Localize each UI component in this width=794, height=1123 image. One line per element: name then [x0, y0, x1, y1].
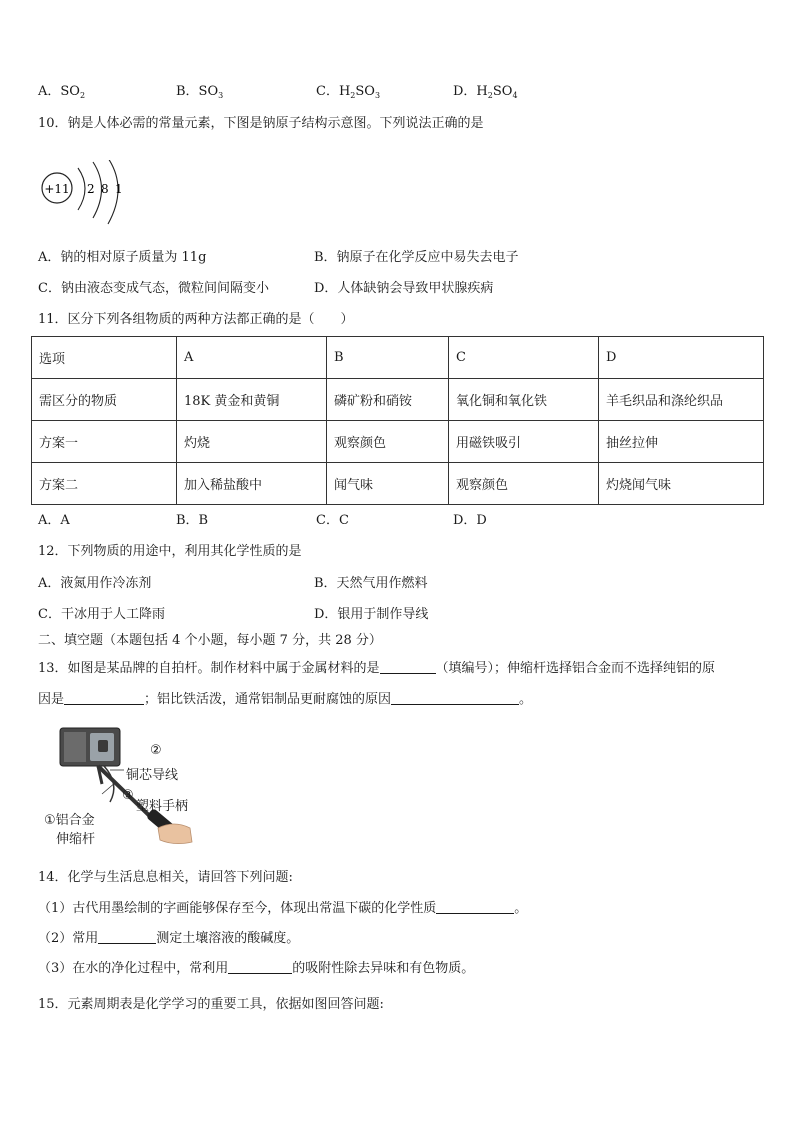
table-cell: 抽丝拉伸 [599, 421, 764, 463]
q11-stem: 11．区分下列各组物质的两种方法都正确的是（ ） [38, 312, 354, 327]
q9-option-d: D．$H_2SO_4$ [453, 84, 518, 100]
table-row [32, 463, 764, 505]
table-cell: C [449, 337, 599, 379]
q10-option-c: C．钠由液态变成气态，微粒间间隔变小 [38, 281, 269, 296]
q10-option-b: B．钠原子在化学反应中易失去电子 [314, 250, 519, 265]
q14-sub-2: （2）常用 测定土壤溶液的酸碱度。 [38, 931, 300, 946]
sodium-atom-diagram [38, 160, 128, 228]
table-cell: B [327, 337, 449, 379]
q13-line-1: 13．如图是某品牌的自拍杆。制作材料中属于金属材料的是 （填编号）；伸缩杆选择铝合金而不选择纯铝的原 [38, 661, 716, 676]
table-cell: 加入稀盐酸中 [177, 463, 327, 505]
q9-option-b: B．$SO_3$ [176, 84, 224, 100]
callout-aluminum-alloy: ①铝合金 [44, 813, 95, 828]
table-cell: 用磁铁吸引 [449, 421, 599, 463]
q14-sub-1: （1）古代用墨绘制的字画能够保存至今，体现出常温下碳的化学性质 。 [38, 901, 528, 916]
table-row [32, 379, 764, 421]
q11-option-d: D．D [453, 513, 487, 528]
table-cell: D [599, 337, 764, 379]
callout-number-2: ② [150, 743, 162, 758]
shell-arc-1 [78, 168, 85, 210]
q11-option-c: C．C [316, 513, 349, 528]
q11-option-b: B．B [176, 513, 209, 528]
table-cell: 灼烧闻气味 [599, 463, 764, 505]
q12-stem: 12．下列物质的用途中，利用其化学性质的是 [38, 544, 302, 559]
table-cell: A [177, 337, 327, 379]
answer-blank[interactable] [380, 659, 436, 674]
answer-blank[interactable] [436, 899, 514, 914]
q14-stem: 14．化学与生活息息相关，请回答下列问题: [38, 870, 293, 885]
table-cell: 需区分的物质 [32, 379, 177, 421]
callout-telescopic-rod: 伸缩杆 [56, 832, 96, 847]
q10-option-d: D．人体缺钠会导致甲状腺疾病 [314, 281, 494, 296]
answer-blank[interactable] [98, 929, 156, 944]
q15-stem: 15．元素周期表是化学学习的重要工具，依据如图回答问题: [38, 997, 384, 1012]
callout-plastic-handle: 塑料手柄 [136, 799, 189, 814]
section-heading: 二、填空题（本题包括 4 个小题，每小题 7 分，共 28 分） [38, 633, 382, 648]
q9-option-a: A．$SO_2$ [38, 84, 86, 100]
table-row [32, 421, 764, 463]
q11-table [31, 336, 764, 505]
q9-option-c: C．$H_2SO_3$ [316, 84, 381, 100]
table-cell: 方案二 [32, 463, 177, 505]
table-cell: 羊毛织品和涤纶织品 [599, 379, 764, 421]
table-cell: 选项 [32, 337, 177, 379]
table-cell: 闻气味 [327, 463, 449, 505]
table-row [32, 337, 764, 379]
table-cell: 磷矿粉和硝铵 [327, 379, 449, 421]
q12-option-a: A．液氮用作冷冻剂 [38, 576, 152, 591]
table-cell: 18K 黄金和黄铜 [177, 379, 327, 421]
shell-electrons-2: 8 [101, 182, 109, 196]
callout-number-3: ③ [122, 788, 134, 803]
q10-stem: 10．钠是人体必需的常量元素，下图是钠原子结构示意图。下列说法正确的是 [38, 116, 484, 131]
q12-option-c: C．干冰用于人工降雨 [38, 607, 165, 622]
q11-option-a: A．A [38, 513, 70, 528]
table-cell: 氧化铜和氧化铁 [449, 379, 599, 421]
table-cell: 观察颜色 [327, 421, 449, 463]
answer-blank[interactable] [228, 959, 292, 974]
answer-blank[interactable] [391, 690, 519, 705]
table-cell: 方案一 [32, 421, 177, 463]
q12-option-d: D．银用于制作导线 [314, 607, 429, 622]
q14-sub-3: （3）在水的净化过程中，常利用 的吸附性除去异味和有色物质。 [38, 961, 475, 976]
shell-electrons-1: 2 [87, 182, 95, 196]
table-cell: 灼烧 [177, 421, 327, 463]
q12-option-b: B．天然气用作燃料 [314, 576, 428, 591]
shell-electrons-3: 1 [115, 182, 123, 196]
answer-blank[interactable] [64, 690, 144, 705]
callout-copper-wire: 铜芯导线 [126, 768, 179, 783]
table-cell: 观察颜色 [449, 463, 599, 505]
nucleus-charge: +11 [44, 182, 70, 196]
selfie-stick-figure [40, 724, 200, 846]
q13-line-2: 因是 ；铝比铁活泼，通常铝制品更耐腐蚀的原因 。 [38, 692, 533, 707]
q10-option-a: A．钠的相对原子质量为 11g [38, 250, 207, 265]
